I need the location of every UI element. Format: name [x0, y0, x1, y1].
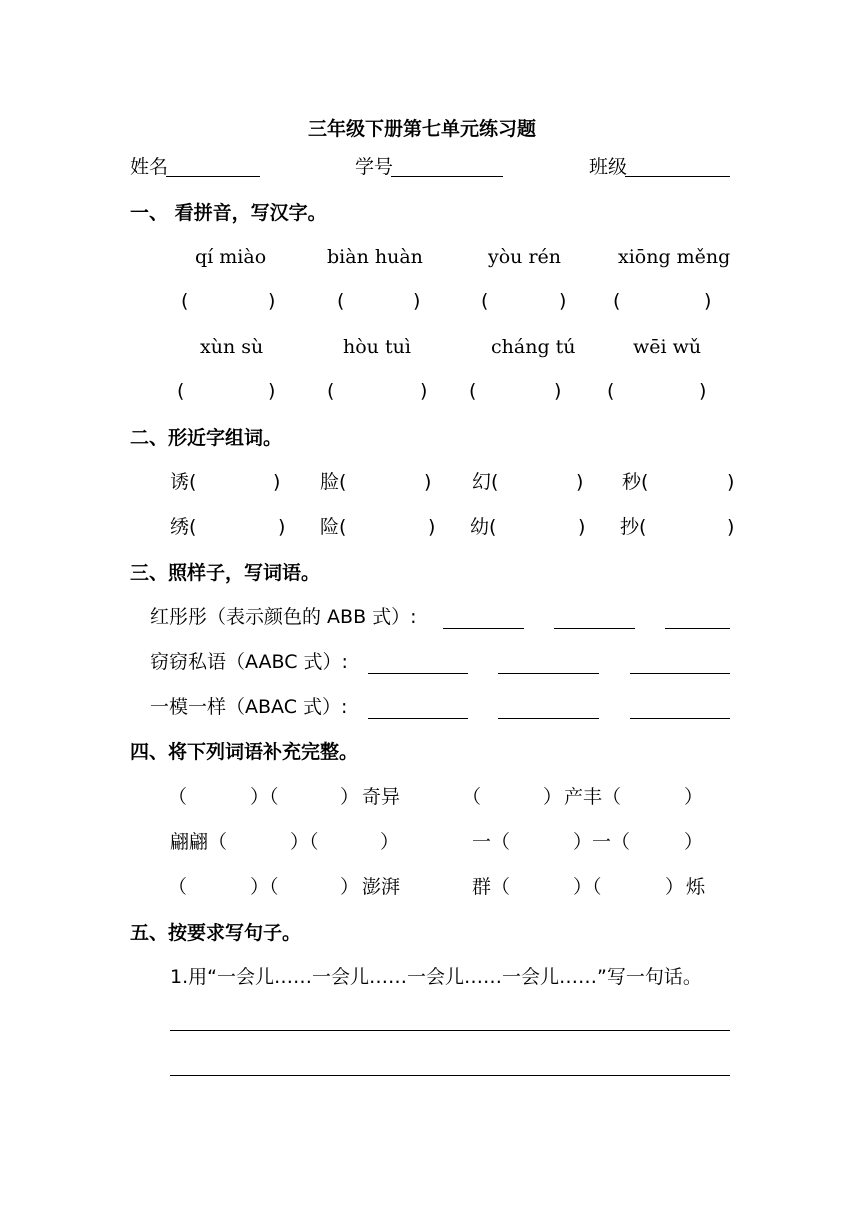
idiom-part: 产丰（: [564, 786, 622, 808]
pinyin-item: xiōng měng: [618, 246, 731, 268]
close-paren: ）: [340, 876, 360, 898]
answer-blank[interactable]: [368, 718, 468, 719]
answer-close-paren: ): [699, 380, 707, 402]
char-item: 幼(: [470, 516, 497, 538]
section-5-heading: 五、按要求写句子。: [130, 922, 302, 944]
writing-line[interactable]: [170, 1030, 730, 1031]
idiom-part: 烁: [686, 876, 706, 898]
answer-blank[interactable]: [443, 628, 524, 629]
answer-close-paren: ): [559, 290, 567, 312]
section-4-heading: 四、将下列词语补充完整。: [130, 741, 359, 763]
char-item: 秒(: [622, 471, 649, 493]
close-paren: ）: [543, 786, 563, 808]
answer-open-paren: (: [177, 380, 185, 402]
answer-blank[interactable]: [554, 628, 635, 629]
close-paren: ）: [684, 831, 704, 853]
pinyin-item: hòu tuì: [343, 336, 411, 358]
idiom-part: 群（: [472, 876, 511, 898]
answer-blank[interactable]: [498, 718, 599, 719]
example-prompt: 窃窃私语（AABC 式）:: [150, 651, 348, 673]
answer-close-paren: ): [424, 471, 432, 493]
answer-open-paren: (: [181, 290, 189, 312]
answer-close-paren: ): [428, 516, 436, 538]
idiom-part: ）一（: [573, 831, 631, 853]
writing-line[interactable]: [170, 1075, 730, 1076]
answer-blank[interactable]: [665, 628, 730, 629]
answer-open-paren: (: [327, 380, 335, 402]
close-paren: ）: [665, 876, 685, 898]
close-paren: ）: [340, 786, 360, 808]
close-open-paren: ）（: [290, 831, 319, 853]
section-1-heading: 一、 看拼音，写汉字。: [130, 202, 327, 224]
name-blank[interactable]: [166, 176, 260, 177]
close-open-paren: ）（: [250, 786, 279, 808]
idiom-part: 翩翩（: [170, 831, 228, 853]
char-item: 抄(: [620, 516, 647, 538]
close-paren: ）: [380, 831, 400, 853]
answer-close-paren: ): [268, 380, 276, 402]
section-2-heading: 二、形近字组词。: [130, 427, 283, 449]
idiom-part: 澎湃: [362, 876, 401, 898]
section-3-heading: 三、照样子，写词语。: [130, 562, 321, 584]
number-label: 学号: [355, 156, 394, 178]
class-blank[interactable]: [625, 176, 730, 177]
open-paren: （: [168, 876, 188, 898]
idiom-part: 奇异: [362, 786, 401, 808]
example-prompt: 红彤彤（表示颜色的 ABB 式）:: [150, 606, 417, 628]
class-label: 班级: [589, 156, 628, 178]
answer-close-paren: ): [554, 380, 562, 402]
answer-open-paren: (: [337, 290, 345, 312]
answer-blank[interactable]: [630, 718, 730, 719]
char-item: 幻(: [472, 471, 499, 493]
pinyin-item: wēi wǔ: [633, 336, 702, 358]
answer-close-paren: ): [420, 380, 428, 402]
close-open-paren: ）（: [573, 876, 602, 898]
open-paren: （: [168, 786, 188, 808]
example-prompt: 一模一样（ABAC 式）:: [150, 696, 348, 718]
answer-blank[interactable]: [368, 673, 468, 674]
answer-close-paren: ): [727, 471, 735, 493]
char-item: 险(: [320, 516, 347, 538]
idiom-part: 一（: [472, 831, 511, 853]
pinyin-item: cháng tú: [491, 336, 576, 358]
answer-close-paren: ): [576, 471, 584, 493]
pinyin-item: qí miào: [195, 246, 267, 268]
char-item: 诱(: [170, 471, 197, 493]
answer-blank[interactable]: [498, 673, 599, 674]
answer-close-paren: ): [704, 290, 712, 312]
answer-open-paren: (: [481, 290, 489, 312]
pinyin-item: biàn huàn: [327, 246, 423, 268]
answer-close-paren: ): [413, 290, 421, 312]
open-paren: （: [462, 786, 482, 808]
answer-close-paren: ): [273, 471, 281, 493]
pinyin-item: xùn sù: [200, 336, 264, 358]
answer-close-paren: ): [727, 516, 735, 538]
char-item: 绣(: [170, 516, 197, 538]
answer-close-paren: ): [278, 516, 286, 538]
sentence-prompt: 1.用“一会儿……一会儿……一会儿……一会儿……”写一句话。: [170, 966, 702, 988]
answer-open-paren: (: [613, 290, 621, 312]
close-open-paren: ）（: [250, 876, 279, 898]
char-item: 脸(: [320, 471, 347, 493]
number-blank[interactable]: [391, 176, 503, 177]
name-label: 姓名: [130, 156, 169, 178]
answer-close-paren: ): [578, 516, 586, 538]
answer-close-paren: ): [268, 290, 276, 312]
answer-blank[interactable]: [630, 673, 730, 674]
answer-open-paren: (: [607, 380, 615, 402]
answer-open-paren: (: [469, 380, 477, 402]
page-title: 三年级下册第七单元练习题: [308, 118, 537, 140]
close-paren: ）: [684, 786, 704, 808]
pinyin-item: yòu rén: [488, 246, 562, 268]
